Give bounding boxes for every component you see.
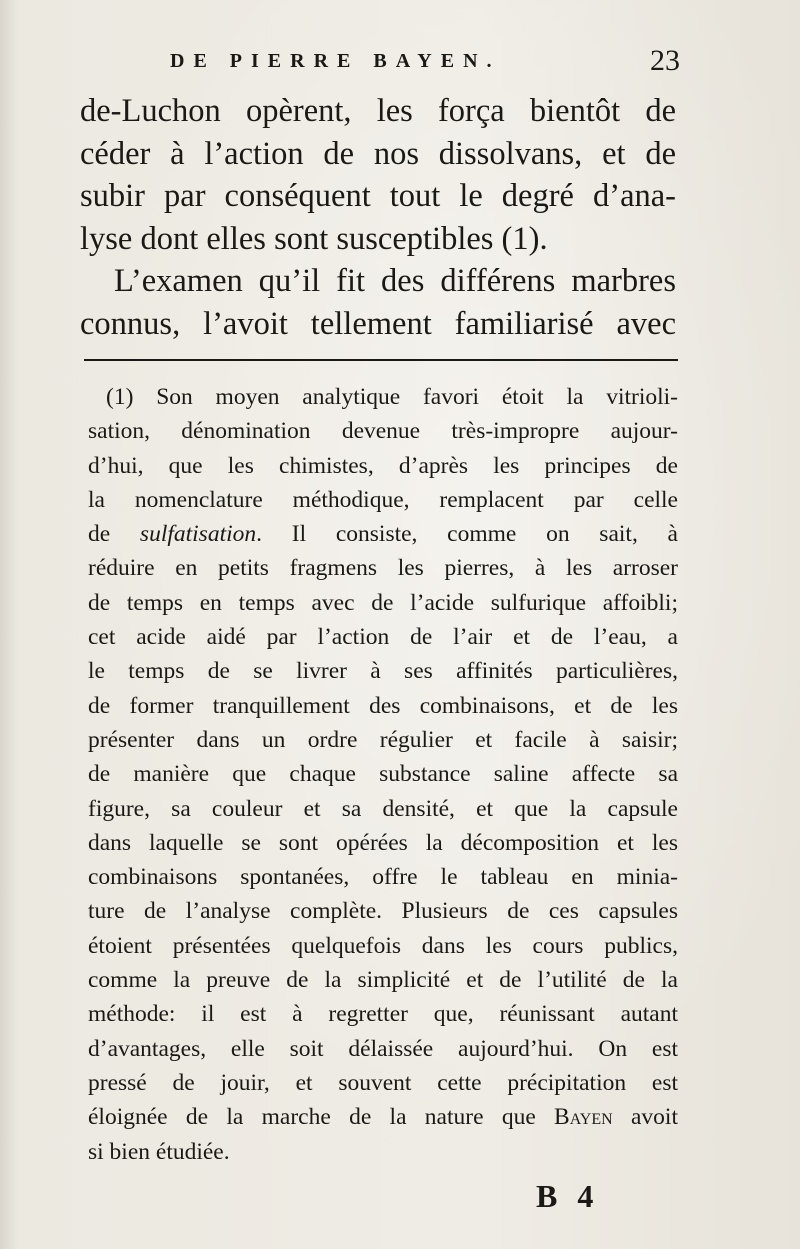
footnote-text: de <box>88 521 140 548</box>
footnote-line: d’hui, que les chimistes, d’après les principes de <box>88 452 678 479</box>
footnote-line: réduire en petits fragmens les pierres, à les arroser <box>88 555 678 582</box>
italic-term: sulfatisation <box>139 521 257 548</box>
footnote-line: présenter dans un ordre régulier et facile à saisir; <box>88 726 678 753</box>
footnote-line: si bien étudiée. <box>88 1138 230 1165</box>
footnote-rule <box>84 359 678 361</box>
footnote-line: le temps de se livrer à ses affinités particulières, <box>88 658 678 685</box>
page-header <box>170 44 680 80</box>
footnote-line: comme la preuve de la simplicité et de l’utilité de la <box>88 967 678 994</box>
footnote-line: figure, sa couleur et sa densité, et que la capsule <box>88 795 678 822</box>
footnote-line: combinaisons spontanées, offre le tableau en minia- <box>88 864 678 891</box>
footnote-line: étoient présentées quelquefois dans les cours publics, <box>88 932 678 959</box>
author-name: Bayen <box>554 1104 613 1131</box>
footnote <box>88 380 678 1169</box>
body-line: lyse dont elles sont susceptibles (1). <box>80 220 548 257</box>
page-number: 23 <box>650 44 680 77</box>
footnote-line: cet acide aidé par l’action de l’air et de l’eau, a <box>88 624 678 651</box>
footnote-text: éloignée de la marche de la nature que <box>88 1104 536 1131</box>
footnote-line: de manière que chaque substance saline affecte sa <box>88 761 678 788</box>
footnote-line: méthode: il est à regretter que, réunissant autant <box>88 1001 678 1028</box>
footnote-line: sation, dénomination devenue très-impropre aujour- <box>88 418 678 445</box>
body-line: de-Luchon opèrent, les força bientôt de <box>80 93 676 129</box>
footnote-line: ture de l’analyse complète. Plusieurs de ces capsules <box>88 898 678 925</box>
footnote-line-sulfatisation <box>88 517 678 551</box>
footnote-line: la nomenclature méthodique, remplacent par celle <box>88 486 678 513</box>
footnote-line: dans laquelle se sont opérées la décomposition et les <box>88 829 678 856</box>
footnote-line: pressé de jouir, et souvent cette précipitation est <box>88 1069 678 1096</box>
footnote-line-bayen <box>88 1100 678 1134</box>
footnote-line: d’avantages, elle soit délaissée aujourd’hui. On est <box>88 1035 678 1062</box>
body-line: subir par conséquent tout le degré d’ana- <box>80 178 676 214</box>
body-line: L’examen qu’il fit des différens marbres <box>114 263 676 299</box>
footnote-text: . Il consiste, comme on sait, à <box>256 521 678 548</box>
body-text <box>80 90 676 345</box>
running-head: DE PIERRE BAYEN. <box>170 50 501 72</box>
signature-mark: B 4 <box>536 1178 600 1214</box>
footnote-text: avoit <box>612 1104 678 1131</box>
footnote-line: (1) Son moyen analytique favori étoit la vitrioli- <box>106 384 678 410</box>
body-line: céder à l’action de nos dissolvans, et de <box>80 135 676 172</box>
body-line: connus, l’avoit tellement familiarisé avec <box>80 305 676 342</box>
footnote-line: de temps en temps avec de l’acide sulfurique affoibli; <box>88 589 678 616</box>
footnote-line: de former tranquillement des combinaisons, et de les <box>88 692 678 719</box>
